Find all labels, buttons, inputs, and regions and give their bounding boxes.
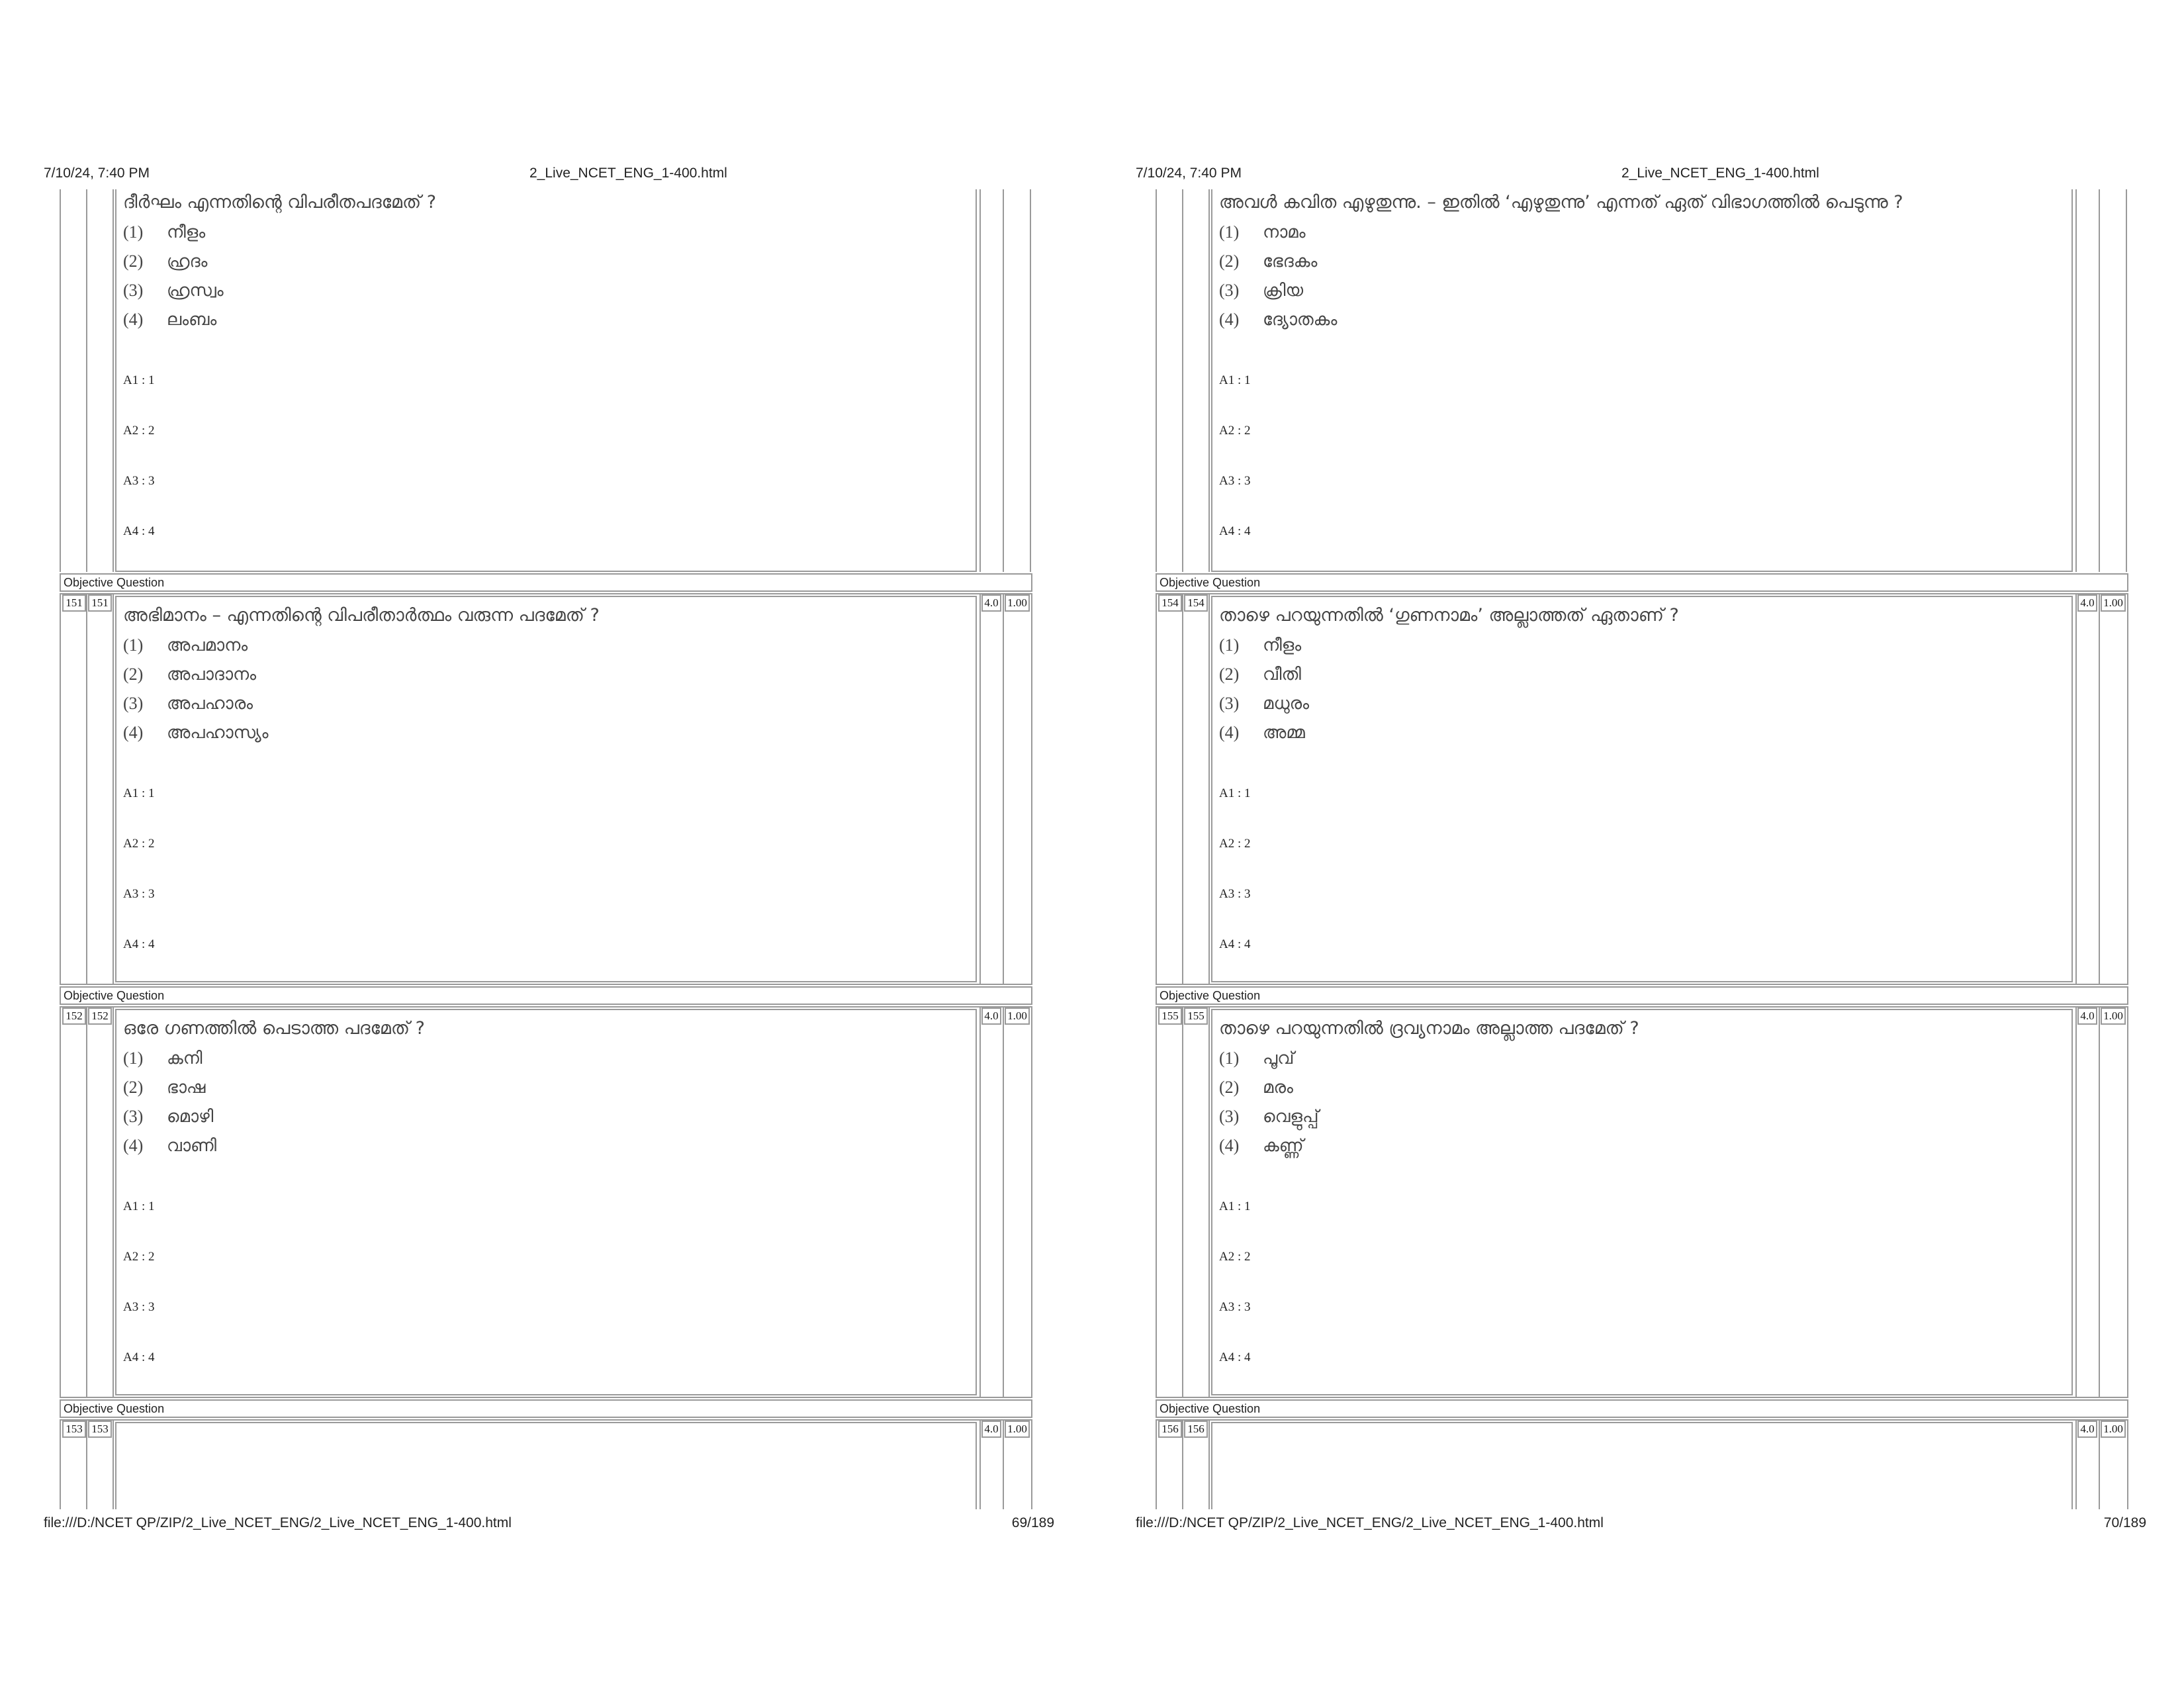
table-border (86, 1419, 87, 1509)
page-number: 69/189 (1011, 1515, 1054, 1530)
table-border (2126, 189, 2127, 572)
section-label: Objective Question (60, 573, 1032, 592)
answer-label: A2 : 2 (123, 1250, 155, 1264)
answer-label: A2 : 2 (1219, 424, 1251, 438)
table-border (1003, 189, 1004, 572)
marks: 4.0 (981, 1421, 1001, 1438)
table-border (979, 1006, 981, 1398)
answer-label: A1 : 1 (1219, 373, 1251, 387)
answer-label: A3 : 3 (123, 887, 155, 901)
question-number: 152 (88, 1008, 112, 1025)
answer-label: A2 : 2 (123, 837, 155, 851)
answer-label: A4 : 4 (1219, 937, 1251, 951)
marks: 4.0 (981, 594, 1001, 612)
negative-marks: 1.00 (1005, 1421, 1030, 1438)
table-border (113, 189, 114, 572)
table-border (979, 1419, 981, 1509)
marks: 4.0 (2077, 1421, 2097, 1438)
question-cell (115, 189, 977, 572)
answer-label: A2 : 2 (1219, 1250, 1251, 1264)
table-border (2075, 189, 2077, 572)
table-border (1182, 189, 1183, 572)
option: (1) നാമം (1219, 222, 1306, 242)
footer-path: file:///D:/NCET QP/ZIP/2_Live_NCET_ENG/2_Live_NCET_ENG_1-400.html (1136, 1515, 1604, 1530)
option: (4) അപഹാസ്യം (123, 723, 269, 743)
negative-marks: 1.00 (2101, 1008, 2126, 1025)
question-text: അഭിമാനം – എന്നതിന്റെ വിപരീതാർത്ഥം വരുന്ന പദമേത് ? (123, 605, 600, 626)
option: (3) മധുരം (1219, 694, 1309, 714)
table-border (1030, 189, 1031, 572)
answer-label: A3 : 3 (1219, 887, 1251, 901)
answer-label: A3 : 3 (1219, 474, 1251, 488)
question-cell (1211, 1009, 2073, 1395)
question-cell (115, 1422, 977, 1509)
answer-label: A1 : 1 (123, 1199, 155, 1213)
question-cell (115, 1009, 977, 1395)
section-label: Objective Question (60, 1399, 1032, 1418)
option: (2) ഭാഷ (123, 1078, 206, 1098)
serial-number: 151 (62, 594, 86, 612)
option: (3) ക്രിയ (1219, 281, 1304, 301)
option: (3) അപഹാരം (123, 694, 253, 714)
question-number: 153 (88, 1421, 112, 1438)
page-70 (1092, 0, 2184, 1688)
negative-marks: 1.00 (2101, 594, 2126, 612)
table-border (113, 1006, 114, 1398)
section-label: Objective Question (60, 986, 1032, 1005)
section-label: Objective Question (1156, 986, 2128, 1005)
serial-number: 155 (1158, 1008, 1182, 1025)
page-number: 70/189 (2103, 1515, 2146, 1530)
option: (2) വീതി (1219, 665, 1301, 684)
option: (3) ഹ്രസ്വം (123, 281, 224, 301)
negative-marks: 1.00 (1005, 1008, 1030, 1025)
question-text: ദീർഘം എന്നതിന്റെ വിപരീതപദമേത് ? (123, 192, 437, 212)
serial-number: 153 (62, 1421, 86, 1438)
section-label: Objective Question (1156, 1399, 2128, 1418)
answer-label: A3 : 3 (123, 1300, 155, 1314)
table-border (1156, 189, 1157, 572)
option: (4) ദ്യോതകം (1219, 310, 1338, 330)
table-border (1208, 1419, 1210, 1509)
table-border (1208, 189, 1210, 572)
option: (2) അപാദാനം (123, 665, 256, 684)
header-title: 2_Live_NCET_ENG_1-400.html (529, 165, 727, 181)
question-cell (1211, 189, 2073, 572)
table-border (1003, 1006, 1004, 1398)
answer-label: A3 : 3 (1219, 1300, 1251, 1314)
footer-path: file:///D:/NCET QP/ZIP/2_Live_NCET_ENG/2_Live_NCET_ENG_1-400.html (44, 1515, 512, 1530)
table-border (1182, 593, 1183, 985)
answer-label: A2 : 2 (1219, 837, 1251, 851)
option: (4) വാണി (123, 1136, 217, 1156)
table-border (86, 189, 87, 572)
question-text: അവൾ കവിത എഴുതുന്നു. – ഇതിൽ ‘എഴുതുന്നു’ എന്നത് ഏത് വിഭാഗത്തിൽ പെടുന്നു ? (1219, 192, 1903, 212)
question-number: 155 (1184, 1008, 1208, 1025)
table-border (1182, 1006, 1183, 1398)
answer-label: A4 : 4 (123, 1350, 155, 1364)
table-border (2075, 593, 2077, 985)
negative-marks: 1.00 (1005, 594, 1030, 612)
answer-label: A1 : 1 (123, 786, 155, 800)
option: (2) മരം (1219, 1078, 1293, 1098)
question-text: താഴെ പറയുന്നതിൽ ‘ഗുണനാമം’ അല്ലാത്തത് ഏതാണ് ? (1219, 605, 1679, 626)
table-border (1208, 593, 1210, 985)
option: (2) ഹ്രദം (123, 252, 208, 271)
question-number: 154 (1184, 594, 1208, 612)
option: (2) ഭേദകം (1219, 252, 1318, 271)
answer-label: A1 : 1 (1219, 786, 1251, 800)
marks: 4.0 (2077, 1008, 2097, 1025)
answer-label: A3 : 3 (123, 474, 155, 488)
table-border (113, 1419, 114, 1509)
option: (3) വെളുപ്പ് (1219, 1107, 1319, 1127)
table-border (60, 189, 61, 572)
marks: 4.0 (2077, 594, 2097, 612)
negative-marks: 1.00 (2101, 1421, 2126, 1438)
header-timestamp: 7/10/24, 7:40 PM (1136, 165, 1242, 181)
option: (3) മൊഴി (123, 1107, 214, 1127)
option: (1) അപമാനം (123, 635, 248, 655)
question-cell (1211, 596, 2073, 982)
answer-label: A1 : 1 (123, 373, 155, 387)
option: (4) ലംബം (123, 310, 217, 330)
table-border (2099, 189, 2100, 572)
table-border (979, 593, 981, 985)
table-border (113, 593, 114, 985)
table-border (86, 1006, 87, 1398)
option: (1) നീളം (1219, 635, 1302, 655)
table-border (1182, 1419, 1183, 1509)
table-border (2075, 1419, 2077, 1509)
answer-label: A1 : 1 (1219, 1199, 1251, 1213)
serial-number: 156 (1158, 1421, 1182, 1438)
header-timestamp: 7/10/24, 7:40 PM (44, 165, 150, 181)
option: (1) കനി (123, 1049, 203, 1068)
question-number: 151 (88, 594, 112, 612)
answer-label: A4 : 4 (1219, 524, 1251, 538)
option: (1) പൂവ് (1219, 1049, 1295, 1068)
question-text: ഒരേ ഗണത്തിൽ പെടാത്ത പദമേത് ? (123, 1018, 425, 1039)
question-text: താഴെ പറയുന്നതിൽ ദ്രവ്യനാമം അല്ലാത്ത പദമേത് ? (1219, 1018, 1639, 1039)
option: (4) കണ്ണ് (1219, 1136, 1304, 1156)
table-border (1003, 593, 1004, 985)
answer-label: A4 : 4 (1219, 1350, 1251, 1364)
serial-number: 154 (1158, 594, 1182, 612)
serial-number: 152 (62, 1008, 86, 1025)
table-border (1003, 1419, 1004, 1509)
question-number: 156 (1184, 1421, 1208, 1438)
table-border (2075, 1006, 2077, 1398)
table-border (2099, 1006, 2100, 1398)
table-border (2099, 1419, 2100, 1509)
answer-label: A4 : 4 (123, 937, 155, 951)
table-border (86, 593, 87, 985)
table-border (2099, 593, 2100, 985)
header-title: 2_Live_NCET_ENG_1-400.html (1621, 165, 1819, 181)
option: (1) നീളം (123, 222, 206, 242)
answer-label: A4 : 4 (123, 524, 155, 538)
option: (4) അമ്മ (1219, 723, 1305, 743)
question-cell (1211, 1422, 2073, 1509)
marks: 4.0 (981, 1008, 1001, 1025)
table-border (979, 189, 981, 572)
section-label: Objective Question (1156, 573, 2128, 592)
answer-label: A2 : 2 (123, 424, 155, 438)
table-border (1208, 1006, 1210, 1398)
